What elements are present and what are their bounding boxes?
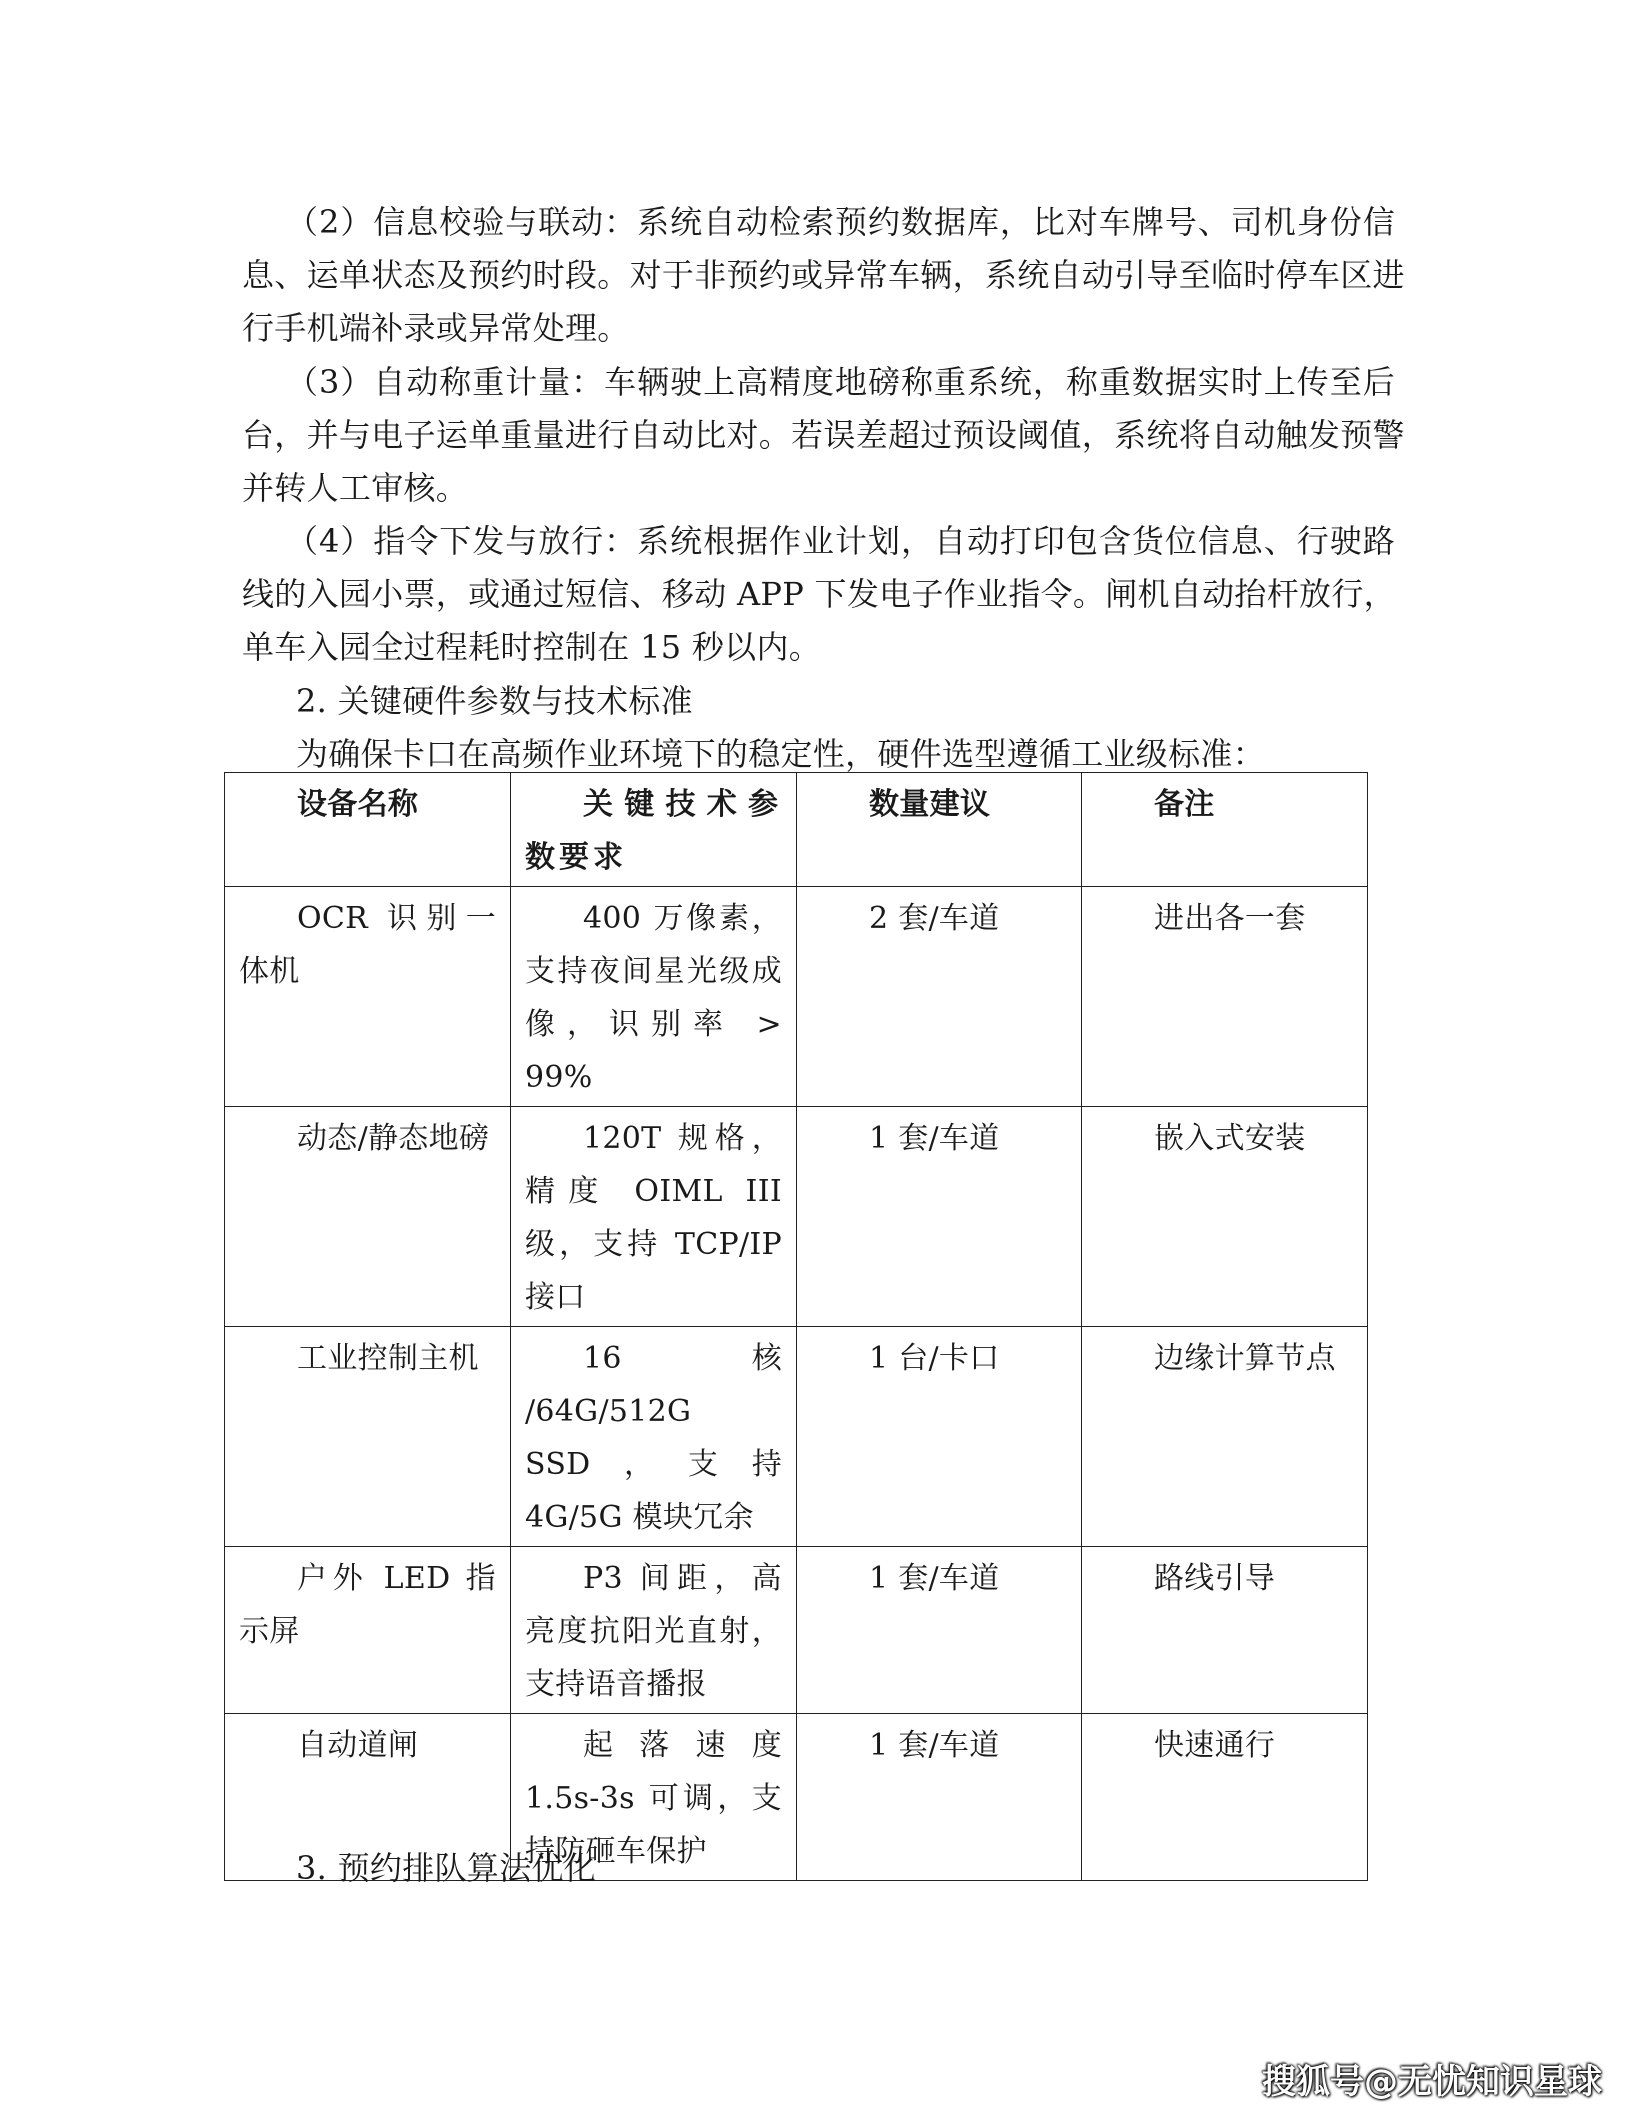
device-qty-cell: 2 套/车道 (869, 901, 1000, 936)
device-qty-cell: 1 套/车道 (869, 1561, 1000, 1596)
paragraph-2-line-2: 息、运单状态及预约时段。对于非预约或异常车辆，系统自动引导至临时停车区进 (242, 256, 1405, 294)
table-header-cell: 关键技术参数要求 (511, 773, 797, 887)
paragraph-4-line-1: （4）指令下发与放行：系统根据作业计划，自动打印包含货位信息、行驶路 (286, 522, 1395, 560)
paragraph-3-line-3: 并转人工审核。 (242, 469, 469, 507)
table-header-cell: 备注 (1082, 773, 1368, 887)
device-note-cell: 进出各一套 (1154, 901, 1306, 936)
table-row (225, 887, 1368, 1107)
device-params-cell: 120T 规格，精度 OIML III 级，支持 TCP/IP 接口 (525, 1121, 782, 1315)
table-row (225, 1327, 1368, 1547)
section-2-intro: 为确保卡口在高频作业环境下的稳定性，硬件选型遵循工业级标准： (296, 735, 1266, 773)
paragraph-4-line-2: 线的入园小票，或通过短信、移动 APP 下发电子作业指令。闸机自动抬杆放行， (242, 575, 1396, 613)
device-params-cell: 起落速度 1.5s-3s 可调，支持防砸车保护 (525, 1728, 782, 1869)
device-qty-cell: 1 套/车道 (869, 1121, 1000, 1156)
paragraph-2-line-1: （2）信息校验与联动：系统自动检索预约数据库，比对车牌号、司机身份信 (286, 203, 1395, 241)
device-name-cell: 工业控制主机 (297, 1341, 479, 1376)
section-3-heading: 3. 预约排队算法优化 (296, 1849, 597, 1887)
device-name-cell: 自动道闸 (297, 1728, 419, 1763)
device-params-cell: 16 核 /64G/512G SSD，支持 4G/5G 模块冗余 (525, 1341, 782, 1535)
table-row (225, 1547, 1368, 1714)
table-header-cell: 数量建议 (797, 773, 1082, 887)
table-header-row (225, 773, 1368, 887)
device-name-cell: 户外 LED 指示屏 (239, 1561, 496, 1649)
paragraph-2-line-3: 行手机端补录或异常处理。 (242, 309, 630, 347)
section-2-heading: 2. 关键硬件参数与技术标准 (296, 682, 693, 720)
watermark-text: 搜狐号@无忧知识星球 (1262, 2062, 1602, 2102)
paragraph-3-line-2: 台，并与电子运单重量进行自动比对。若误差超过预设阈值，系统将自动触发预警 (242, 416, 1405, 454)
paragraph-3-line-1: （3）自动称重计量：车辆驶上高精度地磅称重系统，称重数据实时上传至后 (286, 363, 1395, 401)
device-note-cell: 快速通行 (1154, 1728, 1276, 1763)
device-name-cell: OCR 识别一体机 (239, 901, 496, 989)
hardware-parameter-table (224, 772, 1368, 1881)
device-name-cell: 动态/静态地磅 (297, 1121, 490, 1156)
device-note-cell: 路线引导 (1154, 1561, 1276, 1596)
device-qty-cell: 1 台/卡口 (869, 1341, 1000, 1376)
device-note-cell: 嵌入式安装 (1154, 1121, 1306, 1156)
device-params-cell: 400 万像素，支持夜间星光级成像，识别率 > 99% (525, 901, 782, 1095)
paragraph-4-line-3: 单车入园全过程耗时控制在 15 秒以内。 (242, 628, 822, 666)
device-qty-cell: 1 套/车道 (869, 1728, 1000, 1763)
device-params-cell: P3 间距，高亮度抗阳光直射，支持语音播报 (525, 1561, 782, 1702)
table-row (225, 1107, 1368, 1327)
device-note-cell: 边缘计算节点 (1154, 1341, 1336, 1376)
table-header-cell: 设备名称 (225, 773, 511, 887)
